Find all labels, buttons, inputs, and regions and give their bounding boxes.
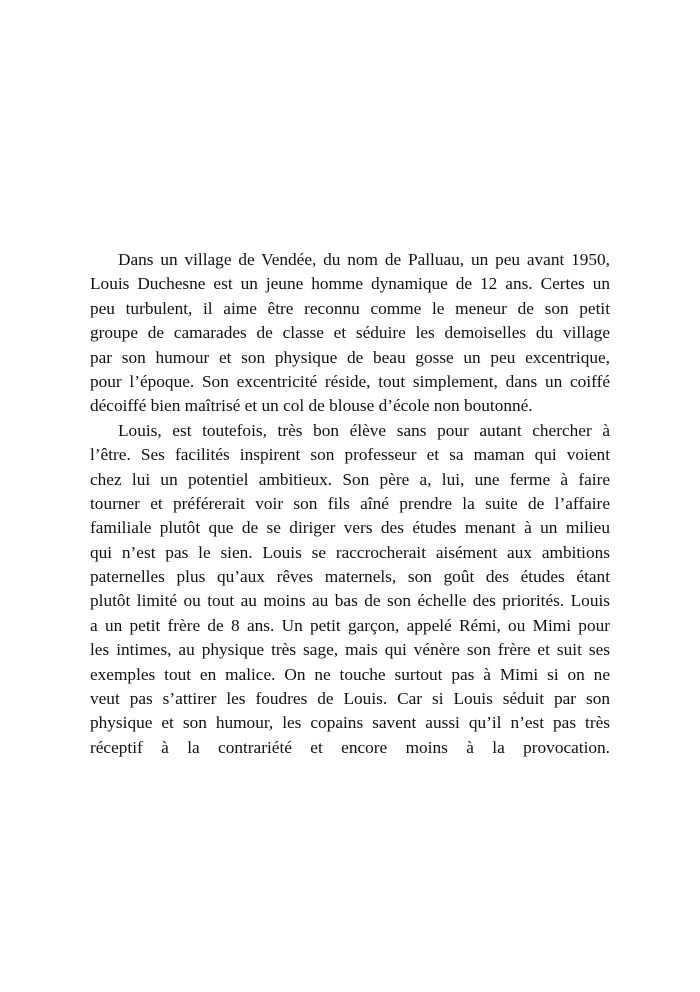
- text-line: physique et son humour, les copains savent aussi qu’il n’est pas très: [90, 713, 610, 733]
- text-line: paternelles plus qu’aux rêves maternels, son goût des études étant: [90, 567, 610, 587]
- text-line: Dans un village de Vendée, du nom de Palluau, un peu avant 1950,: [118, 250, 610, 269]
- text-line: Louis Duchesne est un jeune homme dynamique de 12 ans. Certes un: [90, 274, 610, 294]
- text-line: exemples tout en malice. On ne touche surtout pas à Mimi si on ne: [90, 664, 610, 684]
- text-line: décoiffé bien maîtrisé et un col de blouse d’école non boutonné.: [90, 396, 533, 416]
- body-text: [90, 248, 610, 785]
- text-line: a un petit frère de 8 ans. Un petit garçon, appelé Rémi, ou Mimi pour: [90, 615, 610, 635]
- text-line: les intimes, au physique très sage, mais qui vénère son frère et suit ses: [90, 640, 610, 660]
- text-line: l’être. Ses facilités inspirent son professeur et sa maman qui voient: [90, 445, 610, 465]
- text-line: veut pas s’attirer les foudres de Louis. Car si Louis séduit par son: [90, 689, 610, 709]
- text-line: pour l’époque. Son excentricité réside, tout simplement, dans un coiffé: [90, 371, 610, 391]
- text-line: par son humour et son physique de beau gosse un peu excentrique,: [90, 347, 610, 367]
- text-line: Louis, est toutefois, très bon élève sans pour autant chercher à: [118, 420, 610, 440]
- text-line: chez lui un potentiel ambitieux. Son père a, lui, une ferme à faire: [90, 469, 610, 489]
- text-line: plutôt limité ou tout au moins au bas de son échelle des priorités. Louis: [90, 591, 610, 611]
- text-line: familiale plutôt que de se diriger vers des études menant à un milieu: [90, 518, 610, 538]
- text-line: peu turbulent, il aime être reconnu comme le meneur de son petit: [90, 298, 610, 318]
- text-line: [90, 760, 610, 784]
- paragraph-2: [90, 419, 610, 785]
- text-line: qui n’est pas le sien. Louis se raccrocherait aisément aux ambitions: [90, 542, 610, 562]
- text-line: groupe de camarades de classe et séduire les demoiselles du village: [90, 323, 610, 343]
- text-line: tourner et préférerait voir son fils aîné prendre la suite de l’affaire: [90, 493, 610, 513]
- text-line: réceptif à la contrariété et encore moins à la provocation.: [90, 737, 610, 757]
- paragraph-1: [90, 248, 610, 419]
